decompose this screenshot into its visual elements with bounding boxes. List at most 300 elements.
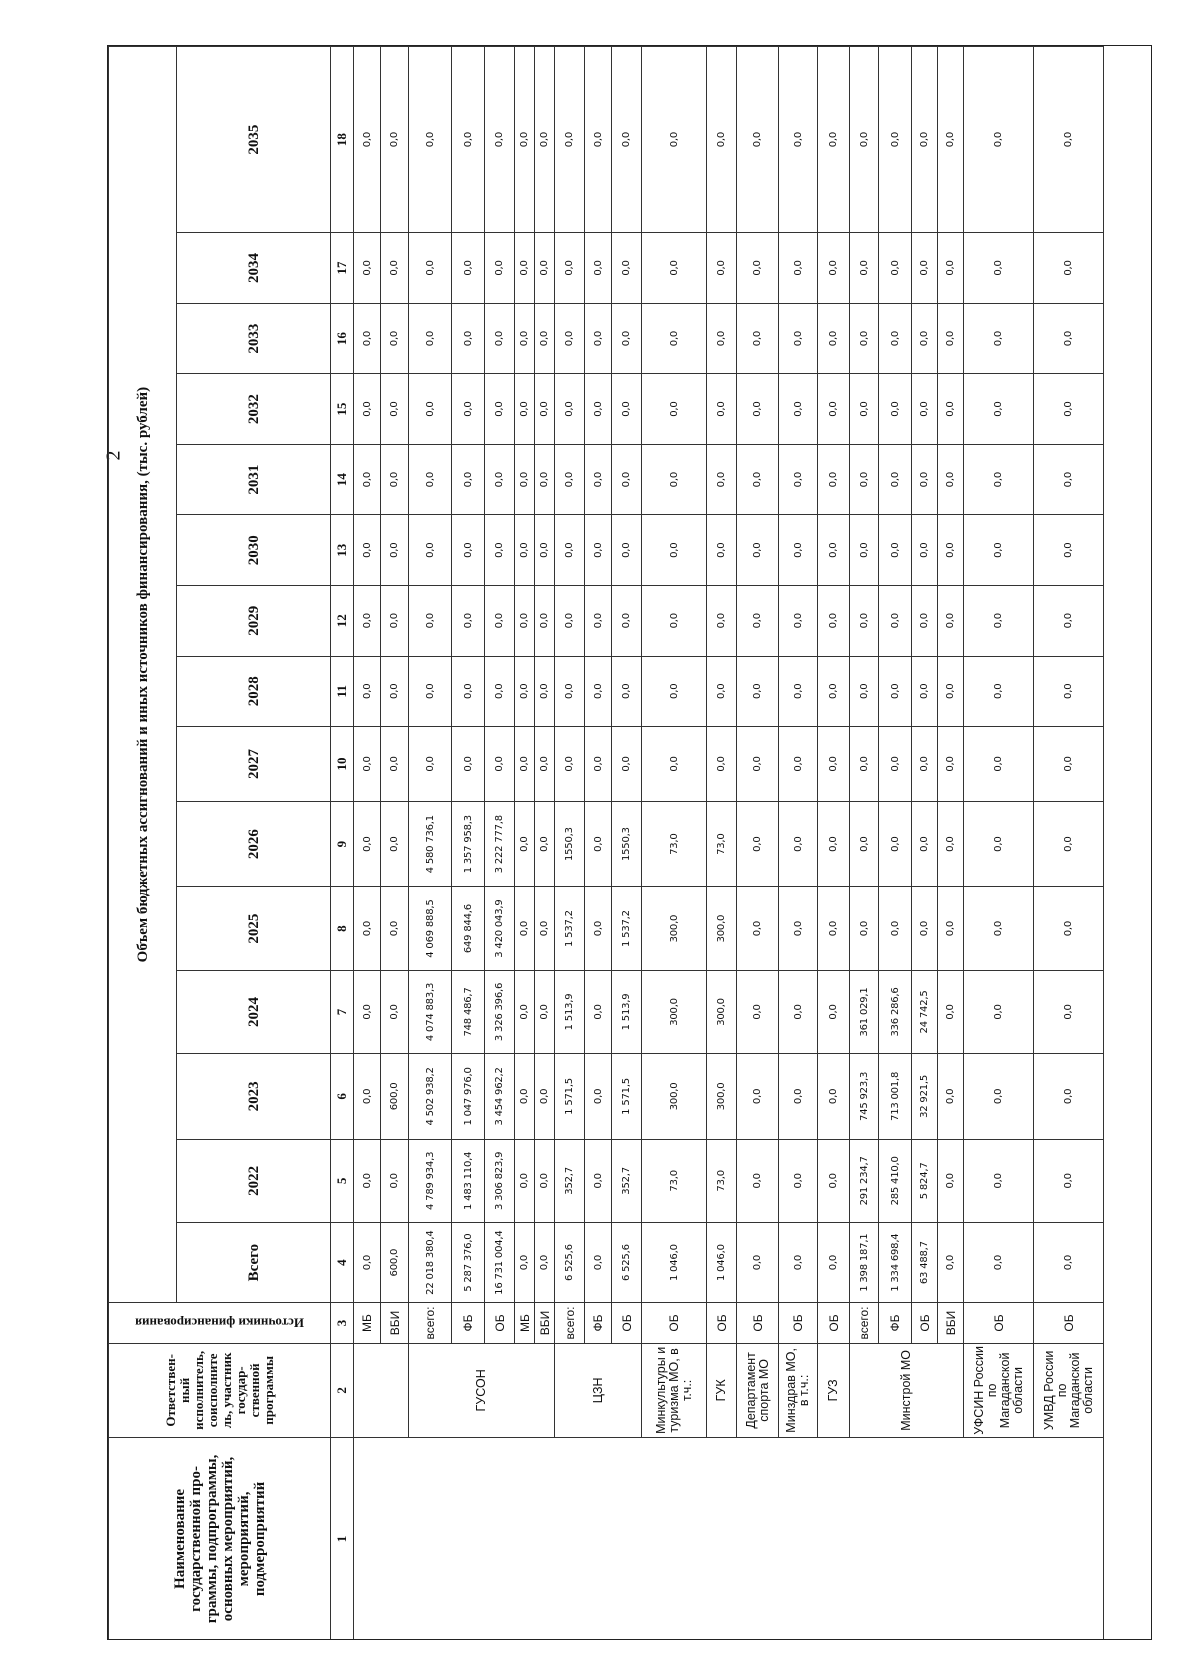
source-cell: ОБ (612, 1303, 642, 1344)
value-cell: 0,0 (485, 727, 515, 802)
value-cell: 300,0 (707, 887, 737, 970)
value-cell: 0,0 (879, 233, 912, 304)
value-cell: 0,0 (879, 303, 912, 374)
table-row (409, 47, 452, 1641)
value-cell: 0,0 (737, 970, 779, 1053)
header-year: 2030 (177, 515, 331, 586)
value-cell: 0,0 (485, 233, 515, 304)
value-cell: 0,0 (585, 515, 612, 586)
value-cell: 0,0 (642, 233, 707, 304)
value-cell: 0,0 (779, 727, 818, 802)
value-cell: 0,0 (818, 1054, 850, 1140)
value-cell: 0,0 (555, 374, 585, 445)
executor-cell: ГУК (707, 1343, 737, 1437)
value-cell: 0,0 (964, 374, 1034, 445)
executor-cell: ГУЗ (818, 1343, 850, 1437)
value-cell: 0,0 (850, 303, 879, 374)
value-cell: 0,0 (850, 233, 879, 304)
col-number: 9 (331, 801, 354, 887)
source-cell: всего: (555, 1303, 585, 1344)
value-cell: 0,0 (737, 1139, 779, 1222)
value-cell: 1 513,9 (612, 970, 642, 1053)
value-cell: 0,0 (642, 515, 707, 586)
value-cell: 0,0 (642, 585, 707, 656)
value-cell: 0,0 (779, 801, 818, 887)
col-number: 13 (331, 515, 354, 586)
value-cell: 0,0 (354, 1054, 381, 1140)
rotated-table-container (108, 46, 1152, 1640)
value-cell: 0,0 (818, 656, 850, 727)
source-cell: ФБ (452, 1303, 485, 1344)
value-cell: 0,0 (535, 233, 555, 304)
source-cell: всего: (409, 1303, 452, 1344)
value-cell: 0,0 (818, 303, 850, 374)
source-cell: ОБ (779, 1303, 818, 1344)
executor-cell: ЦЗН (555, 1343, 642, 1437)
value-cell: 0,0 (535, 444, 555, 515)
header-year: 2031 (177, 444, 331, 515)
value-cell: 4 069 888,5 (409, 887, 452, 970)
value-cell: 0,0 (938, 47, 964, 233)
value-cell: 0,0 (912, 585, 938, 656)
executor-cell: Минздрав МО, в т.ч.: (779, 1343, 818, 1437)
value-cell: 0,0 (938, 374, 964, 445)
value-cell: 0,0 (612, 47, 642, 233)
value-cell: 0,0 (964, 1139, 1034, 1222)
value-cell: 1 357 958,3 (452, 801, 485, 887)
value-cell: 0,0 (1034, 233, 1104, 304)
value-cell: 0,0 (707, 303, 737, 374)
page-number: 2 (102, 450, 125, 461)
value-cell: 0,0 (535, 656, 555, 727)
value-cell: 0,0 (612, 727, 642, 802)
header-year: 2023 (177, 1054, 331, 1140)
header-year: 2034 (177, 233, 331, 304)
value-cell: 0,0 (585, 444, 612, 515)
table-row (818, 47, 850, 1641)
value-cell: 291 234,7 (850, 1139, 879, 1222)
value-cell: 0,0 (354, 801, 381, 887)
value-cell: 4 074 883,3 (409, 970, 452, 1053)
value-cell: 73,0 (707, 1139, 737, 1222)
value-cell: 352,7 (555, 1139, 585, 1222)
value-cell: 0,0 (612, 585, 642, 656)
value-cell: 0,0 (452, 515, 485, 586)
value-cell: 0,0 (585, 585, 612, 656)
value-cell: 0,0 (535, 801, 555, 887)
value-cell: 0,0 (850, 656, 879, 727)
value-cell: 0,0 (737, 1054, 779, 1140)
col-number: 7 (331, 970, 354, 1053)
source-cell: ОБ (964, 1303, 1034, 1344)
value-cell: 0,0 (938, 727, 964, 802)
header-executor-col: Ответствен-ный исполнитель, соисполните ль, участник государ-ственной программы (109, 1343, 331, 1437)
value-cell: 0,0 (938, 585, 964, 656)
value-cell: 0,0 (535, 970, 555, 1053)
value-cell: 649 844,6 (452, 887, 485, 970)
value-cell: 0,0 (737, 303, 779, 374)
header-year: 2035 (177, 47, 331, 233)
header-year: 2022 (177, 1139, 331, 1222)
value-cell: 0,0 (642, 656, 707, 727)
header-name-col: Наименование государственной про-граммы, подпрограммы, основных мероприятий, мероприятий, подмероприятий (109, 1437, 331, 1640)
source-cell: ОБ (642, 1303, 707, 1344)
value-cell: 0,0 (409, 515, 452, 586)
value-cell: 0,0 (452, 444, 485, 515)
col-number: 8 (331, 887, 354, 970)
value-cell: 0,0 (879, 887, 912, 970)
source-cell: ОБ (1034, 1303, 1104, 1344)
value-cell: 0,0 (879, 727, 912, 802)
source-cell: ОБ (737, 1303, 779, 1344)
value-cell: 0,0 (850, 727, 879, 802)
value-cell: 0,0 (818, 887, 850, 970)
table-row (707, 47, 737, 1641)
source-cell: МБ (354, 1303, 381, 1344)
value-cell: 0,0 (452, 585, 485, 656)
value-cell: 0,0 (381, 1139, 409, 1222)
value-cell: 6 525,6 (555, 1223, 585, 1303)
value-cell: 0,0 (1034, 887, 1104, 970)
value-cell: 0,0 (381, 656, 409, 727)
value-cell: 0,0 (818, 727, 850, 802)
value-cell: 600,0 (381, 1223, 409, 1303)
col-number: 6 (331, 1054, 354, 1140)
value-cell: 600,0 (381, 1054, 409, 1140)
value-cell: 0,0 (585, 47, 612, 233)
value-cell: 0,0 (555, 727, 585, 802)
value-cell: 0,0 (938, 515, 964, 586)
value-cell: 0,0 (707, 47, 737, 233)
table-row (850, 47, 879, 1641)
value-cell: 0,0 (515, 801, 535, 887)
value-cell: 5 824,7 (912, 1139, 938, 1222)
value-cell: 0,0 (535, 1054, 555, 1140)
value-cell: 0,0 (642, 303, 707, 374)
col-number: 15 (331, 374, 354, 445)
value-cell: 0,0 (1034, 585, 1104, 656)
value-cell: 0,0 (409, 303, 452, 374)
value-cell: 0,0 (818, 585, 850, 656)
value-cell: 0,0 (964, 585, 1034, 656)
value-cell: 0,0 (964, 515, 1034, 586)
value-cell: 0,0 (612, 233, 642, 304)
executor-cell (354, 1343, 409, 1437)
header-year: 2028 (177, 656, 331, 727)
table-row (555, 47, 585, 1641)
value-cell: 1550,3 (555, 801, 585, 887)
source-cell: ВБИ (535, 1303, 555, 1344)
value-cell: 0,0 (707, 374, 737, 445)
value-cell: 0,0 (585, 374, 612, 445)
value-cell: 0,0 (737, 727, 779, 802)
value-cell: 0,0 (912, 515, 938, 586)
value-cell: 0,0 (354, 303, 381, 374)
value-cell: 0,0 (381, 303, 409, 374)
value-cell: 0,0 (555, 656, 585, 727)
header-source-col: Источники финансирования (109, 1303, 331, 1344)
value-cell: 1 398 187,1 (850, 1223, 879, 1303)
value-cell: 0,0 (879, 515, 912, 586)
value-cell: 0,0 (381, 233, 409, 304)
header-year: 2025 (177, 887, 331, 970)
value-cell: 1 046,0 (642, 1223, 707, 1303)
value-cell: 0,0 (779, 656, 818, 727)
value-cell: 0,0 (1034, 1054, 1104, 1140)
value-cell: 0,0 (938, 656, 964, 727)
value-cell: 0,0 (1034, 515, 1104, 586)
value-cell: 0,0 (642, 374, 707, 445)
value-cell: 0,0 (515, 233, 535, 304)
table-row (964, 47, 1034, 1641)
value-cell: 0,0 (938, 887, 964, 970)
executor-cell: Минстрой МО (850, 1343, 964, 1437)
value-cell: 0,0 (850, 515, 879, 586)
value-cell: 0,0 (818, 444, 850, 515)
value-cell: 0,0 (912, 233, 938, 304)
value-cell: 0,0 (485, 47, 515, 233)
value-cell: 0,0 (1034, 1139, 1104, 1222)
executor-cell: Департамент спорта МО (737, 1343, 779, 1437)
value-cell: 0,0 (535, 887, 555, 970)
value-cell: 0,0 (409, 656, 452, 727)
value-cell: 0,0 (409, 47, 452, 233)
value-cell: 0,0 (879, 444, 912, 515)
value-cell: 1 046,0 (707, 1223, 737, 1303)
value-cell: 4 789 934,3 (409, 1139, 452, 1222)
value-cell: 0,0 (381, 727, 409, 802)
value-cell: 0,0 (912, 727, 938, 802)
value-cell: 0,0 (354, 233, 381, 304)
value-cell: 3 420 043,9 (485, 887, 515, 970)
value-cell: 0,0 (515, 1139, 535, 1222)
value-cell: 1 047 976,0 (452, 1054, 485, 1140)
value-cell: 0,0 (354, 1139, 381, 1222)
value-cell: 0,0 (515, 970, 535, 1053)
value-cell: 0,0 (818, 1223, 850, 1303)
source-cell: ОБ (707, 1303, 737, 1344)
value-cell: 0,0 (612, 444, 642, 515)
value-cell: 0,0 (779, 1054, 818, 1140)
header-year: Всего (177, 1223, 331, 1303)
value-cell: 0,0 (515, 1223, 535, 1303)
value-cell: 0,0 (381, 444, 409, 515)
value-cell: 0,0 (354, 727, 381, 802)
executor-cell: УМВД России по Магаданской области (1034, 1343, 1104, 1437)
value-cell: 0,0 (642, 727, 707, 802)
value-cell: 32 921,5 (912, 1054, 938, 1140)
source-cell: ВБИ (938, 1303, 964, 1344)
value-cell: 0,0 (485, 656, 515, 727)
value-cell: 0,0 (938, 1223, 964, 1303)
value-cell: 0,0 (964, 656, 1034, 727)
value-cell: 713 001,8 (879, 1054, 912, 1140)
value-cell: 0,0 (381, 374, 409, 445)
value-cell: 0,0 (964, 303, 1034, 374)
value-cell: 0,0 (1034, 47, 1104, 233)
value-cell: 0,0 (779, 970, 818, 1053)
value-cell: 0,0 (779, 374, 818, 445)
value-cell: 0,0 (354, 515, 381, 586)
value-cell: 0,0 (354, 47, 381, 233)
value-cell: 0,0 (381, 801, 409, 887)
value-cell: 0,0 (818, 233, 850, 304)
value-cell: 0,0 (452, 303, 485, 374)
value-cell: 0,0 (850, 801, 879, 887)
value-cell: 0,0 (879, 801, 912, 887)
value-cell: 0,0 (354, 887, 381, 970)
value-cell: 0,0 (515, 727, 535, 802)
value-cell: 0,0 (381, 47, 409, 233)
value-cell: 0,0 (912, 444, 938, 515)
value-cell: 0,0 (515, 656, 535, 727)
value-cell: 0,0 (879, 585, 912, 656)
value-cell: 0,0 (535, 47, 555, 233)
value-cell: 0,0 (964, 727, 1034, 802)
value-cell: 0,0 (354, 444, 381, 515)
source-cell: ФБ (879, 1303, 912, 1344)
value-cell: 3 454 962,2 (485, 1054, 515, 1140)
value-cell: 1550,3 (612, 801, 642, 887)
value-cell: 0,0 (964, 970, 1034, 1053)
value-cell: 0,0 (642, 444, 707, 515)
value-cell: 0,0 (612, 656, 642, 727)
value-cell: 300,0 (707, 1054, 737, 1140)
value-cell: 0,0 (938, 303, 964, 374)
value-cell: 0,0 (381, 515, 409, 586)
value-cell: 0,0 (707, 515, 737, 586)
value-cell: 16 731 004,4 (485, 1223, 515, 1303)
value-cell: 0,0 (515, 515, 535, 586)
value-cell: 0,0 (779, 303, 818, 374)
value-cell: 0,0 (964, 444, 1034, 515)
value-cell: 0,0 (354, 1223, 381, 1303)
value-cell: 0,0 (515, 374, 535, 445)
source-cell: ФБ (585, 1303, 612, 1344)
value-cell: 0,0 (938, 233, 964, 304)
value-cell: 0,0 (912, 887, 938, 970)
value-cell: 0,0 (485, 585, 515, 656)
value-cell: 0,0 (707, 585, 737, 656)
value-cell: 1 483 110,4 (452, 1139, 485, 1222)
value-cell: 0,0 (779, 515, 818, 586)
value-cell: 0,0 (737, 47, 779, 233)
value-cell: 0,0 (515, 585, 535, 656)
value-cell: 0,0 (737, 887, 779, 970)
value-cell: 0,0 (779, 887, 818, 970)
executor-cell: ГУСОН (409, 1343, 555, 1437)
value-cell: 0,0 (850, 887, 879, 970)
value-cell: 0,0 (737, 374, 779, 445)
value-cell: 0,0 (779, 1139, 818, 1222)
value-cell: 0,0 (585, 887, 612, 970)
col-number: 16 (331, 303, 354, 374)
value-cell: 1 537,2 (612, 887, 642, 970)
value-cell: 0,0 (1034, 656, 1104, 727)
value-cell: 1 513,9 (555, 970, 585, 1053)
value-cell: 0,0 (452, 47, 485, 233)
value-cell: 0,0 (354, 585, 381, 656)
value-cell: 300,0 (642, 887, 707, 970)
value-cell: 0,0 (515, 1054, 535, 1140)
col-number: 4 (331, 1223, 354, 1303)
value-cell: 0,0 (354, 374, 381, 445)
value-cell: 0,0 (515, 444, 535, 515)
value-cell: 0,0 (409, 374, 452, 445)
value-cell: 0,0 (515, 47, 535, 233)
value-cell: 0,0 (964, 47, 1034, 233)
value-cell: 0,0 (535, 1223, 555, 1303)
value-cell: 0,0 (585, 970, 612, 1053)
header-year: 2026 (177, 801, 331, 887)
col-number: 18 (331, 47, 354, 233)
program-name-cell (354, 1437, 1104, 1640)
source-cell: ВБИ (381, 1303, 409, 1344)
value-cell: 3 326 396,6 (485, 970, 515, 1053)
value-cell: 4 502 938,2 (409, 1054, 452, 1140)
value-cell: 0,0 (585, 801, 612, 887)
value-cell: 73,0 (642, 1139, 707, 1222)
table-frame (107, 45, 1152, 1640)
source-cell: МБ (515, 1303, 535, 1344)
value-cell: 0,0 (585, 1223, 612, 1303)
value-cell: 0,0 (707, 727, 737, 802)
value-cell: 0,0 (354, 970, 381, 1053)
col-number: 14 (331, 444, 354, 515)
value-cell: 0,0 (585, 727, 612, 802)
value-cell: 0,0 (707, 656, 737, 727)
value-cell: 0,0 (535, 727, 555, 802)
value-cell: 0,0 (1034, 727, 1104, 802)
table-row (737, 47, 779, 1641)
value-cell: 0,0 (409, 585, 452, 656)
value-cell: 0,0 (912, 374, 938, 445)
value-cell: 0,0 (850, 374, 879, 445)
col-number: 10 (331, 727, 354, 802)
value-cell: 4 580 736,1 (409, 801, 452, 887)
value-cell: 0,0 (912, 47, 938, 233)
value-cell: 0,0 (779, 444, 818, 515)
source-cell: ОБ (818, 1303, 850, 1344)
value-cell: 5 287 376,0 (452, 1223, 485, 1303)
value-cell: 0,0 (612, 303, 642, 374)
value-cell: 0,0 (964, 801, 1034, 887)
value-cell: 0,0 (850, 444, 879, 515)
value-cell: 0,0 (555, 47, 585, 233)
value-cell: 0,0 (485, 374, 515, 445)
col-number: 5 (331, 1139, 354, 1222)
value-cell: 0,0 (912, 303, 938, 374)
value-cell: 1 537,2 (555, 887, 585, 970)
value-cell: 6 525,6 (612, 1223, 642, 1303)
value-cell: 22 018 380,4 (409, 1223, 452, 1303)
value-cell: 73,0 (707, 801, 737, 887)
value-cell: 0,0 (737, 515, 779, 586)
value-cell: 0,0 (381, 970, 409, 1053)
table-row (779, 47, 818, 1641)
value-cell: 1 571,5 (612, 1054, 642, 1140)
column-number-row (331, 47, 354, 1641)
value-cell: 0,0 (737, 444, 779, 515)
table-row (642, 47, 707, 1641)
value-cell: 0,0 (485, 303, 515, 374)
value-cell: 0,0 (409, 727, 452, 802)
value-cell: 0,0 (879, 374, 912, 445)
value-cell: 0,0 (779, 47, 818, 233)
header-year: 2029 (177, 585, 331, 656)
value-cell: 0,0 (964, 887, 1034, 970)
value-cell: 300,0 (642, 1054, 707, 1140)
